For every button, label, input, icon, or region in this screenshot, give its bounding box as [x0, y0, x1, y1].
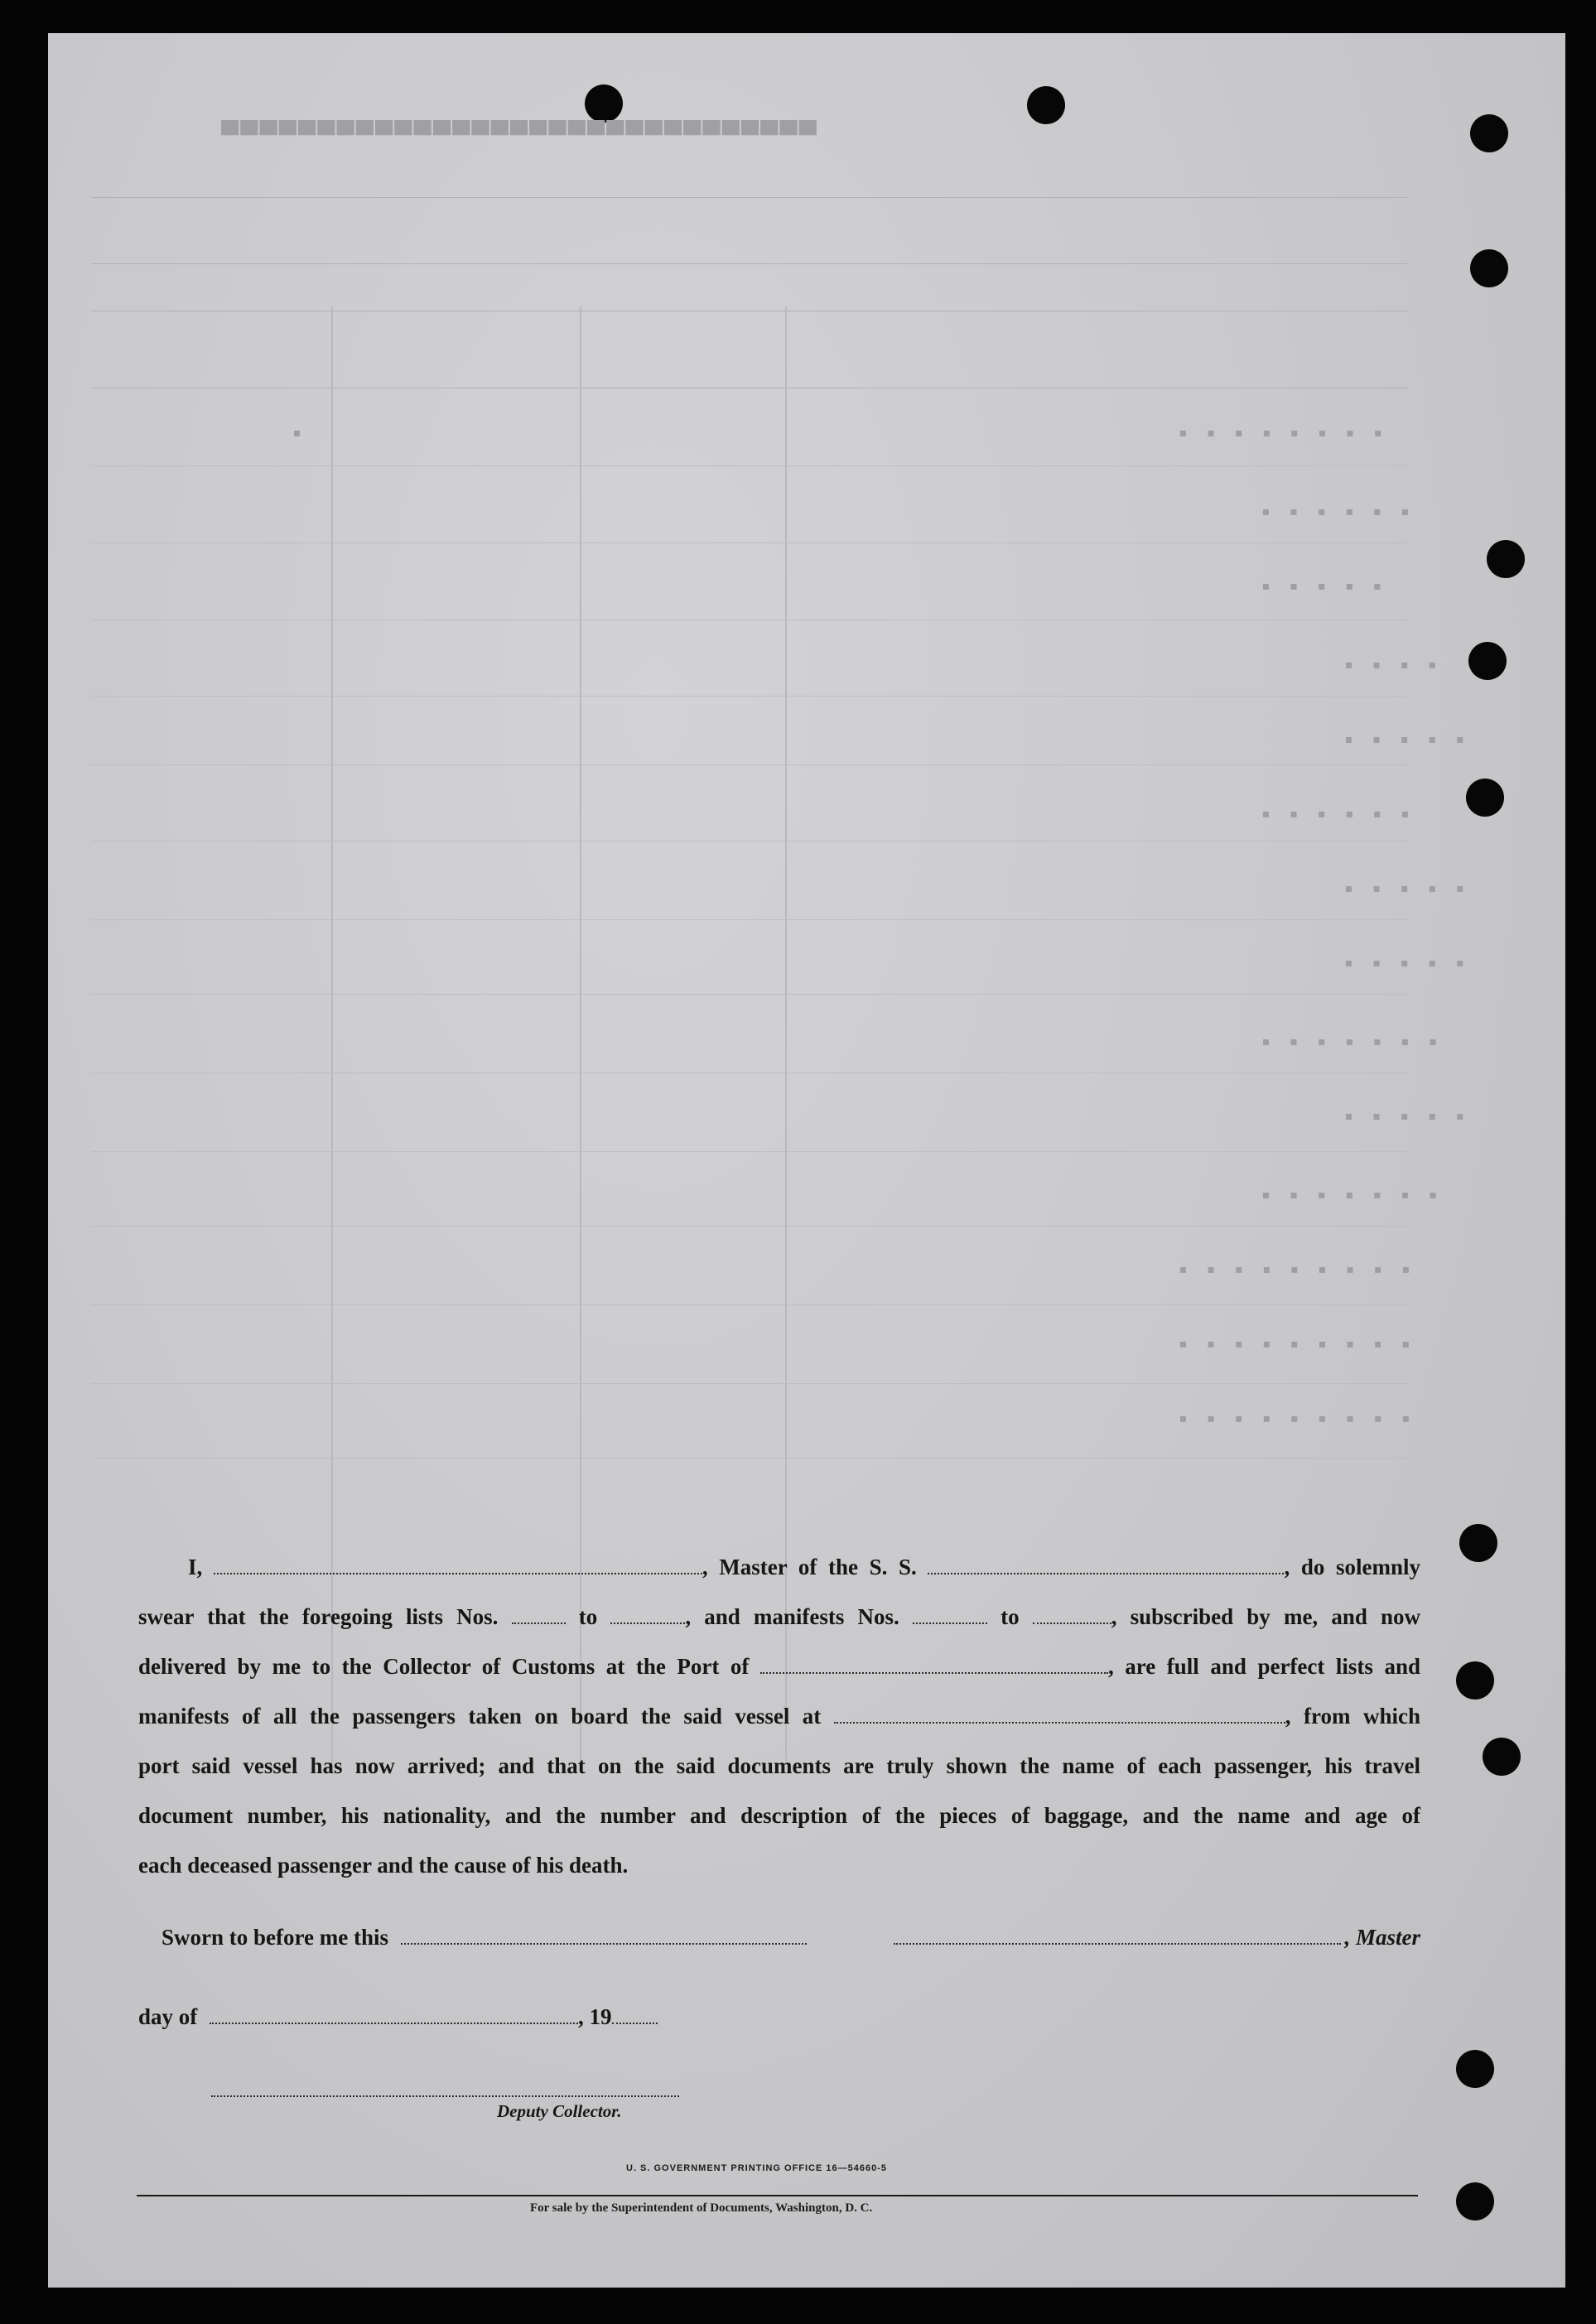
faint-bleed-row: ▪ ▪ ▪ ▪ ▪: [1342, 878, 1468, 904]
faint-bleed-row: ▪ ▪ ▪ ▪ ▪ ▪ ▪ ▪ ▪: [1176, 1408, 1413, 1434]
faint-row-rule: [91, 465, 1408, 466]
deputy-collector-label: Deputy Collector.: [497, 2101, 622, 2121]
day-line: [138, 2004, 658, 2030]
faint-bleed-row: ▪ ▪ ▪ ▪ ▪: [1259, 576, 1385, 601]
faint-bleed-row: ▪ ▪ ▪ ▪ ▪ ▪: [1259, 803, 1412, 829]
faint-row-rule: [91, 1304, 1408, 1305]
oath-line-6: document number, his nationality, and the number and description of the pieces of baggage, and the name and age of: [138, 1803, 1420, 1828]
faint-bleed-row: ▪ ▪ ▪ ▪: [1342, 654, 1439, 680]
oath-line-4: [138, 1691, 1420, 1741]
faint-row-rule: [91, 919, 1408, 920]
punch-hole: [1483, 1738, 1521, 1776]
day-label: day of: [138, 2004, 198, 2029]
faint-bleed-through-header: ▀▀▀▀▀▀▀▀▀▀▀▀▀▀▀▀▀▀▀▀▀▀▀▀▀▀▀▀▀▀▀: [219, 107, 817, 134]
faint-row-rule: [91, 764, 1408, 765]
punch-hole: [1456, 2182, 1494, 2220]
oath-line-2: [138, 1592, 1420, 1642]
blank-day-month: [210, 2008, 578, 2024]
faint-bleed-row: ▪ ▪ ▪ ▪ ▪: [1342, 729, 1468, 755]
faint-row-rule: [91, 1151, 1408, 1152]
oath-text: to: [578, 1604, 598, 1629]
punch-hole: [1470, 114, 1508, 152]
punch-hole: [1027, 86, 1065, 124]
faint-bleed-row: ▪ ▪ ▪ ▪ ▪ ▪ ▪: [1259, 1031, 1440, 1057]
punch-hole: [1468, 642, 1507, 680]
blank-manifest-to: [1033, 1608, 1111, 1624]
faint-bleed-row: ▪ ▪ ▪ ▪ ▪: [1342, 1106, 1468, 1131]
printing-office-imprint: U. S. GOVERNMENT PRINTING OFFICE 16—54660-5: [626, 2163, 888, 2173]
year-label: , 19: [578, 2004, 612, 2029]
blank-port-of-arrival: [760, 1657, 1108, 1674]
oath-text: to: [1001, 1604, 1020, 1629]
punch-hole: [1459, 1524, 1497, 1562]
sworn-label: Sworn to before me this: [162, 1925, 388, 1950]
faint-bleed-row: ▪ ▪ ▪ ▪ ▪ ▪ ▪ ▪ ▪: [1176, 1333, 1413, 1359]
faint-row-rule: [91, 1383, 1408, 1384]
faint-bleed-row: ▪ ▪ ▪ ▪ ▪ ▪ ▪ ▪ ▪: [1176, 1259, 1413, 1285]
faint-header-line: [91, 197, 1408, 198]
oath-text: , are full and perfect lists and: [1107, 1654, 1421, 1679]
sworn-line: [162, 1925, 1420, 1950]
oath-text: swear that the foregoing lists Nos.: [138, 1604, 499, 1629]
for-sale-note: For sale by the Superintendent of Documents, Washington, D. C.: [530, 2201, 873, 2215]
blank-vessel-name: [928, 1558, 1284, 1574]
blank-list-from: [512, 1608, 566, 1624]
oath-line-5: port said vessel has now arrived; and that on the said documents are truly shown the name of each passenger, his travel: [138, 1753, 1420, 1778]
master-signature-field: [894, 1925, 1420, 1950]
oath-text: I,: [188, 1555, 203, 1579]
blank-manifest-from: [913, 1608, 987, 1624]
oath-line-7: each deceased passenger and the cause of his death.: [138, 1853, 629, 1878]
faint-row-rule: [91, 994, 1408, 995]
footer-rule: [137, 2195, 1418, 2196]
punch-hole: [1466, 779, 1504, 817]
oath-line-1: [138, 1542, 1420, 1592]
master-label: , Master: [1344, 1925, 1420, 1950]
master-oath: [138, 1542, 1420, 1890]
blank-sworn-date: [401, 1928, 807, 1945]
faint-row-rule: [91, 1458, 1408, 1459]
oath-line-3: [138, 1642, 1420, 1691]
blank-master-name: [214, 1558, 702, 1574]
faint-bleed-row: ▪ ▪ ▪ ▪ ▪: [1342, 952, 1468, 978]
blank-list-to: [610, 1608, 685, 1624]
faint-row-rule: [91, 1226, 1408, 1227]
deputy-signature-line: [211, 2095, 679, 2097]
oath-text: delivered by me to the Collector of Customs at the Port of: [138, 1654, 750, 1679]
faint-row-rule: [91, 696, 1408, 697]
blank-port-of-embarkation: [834, 1707, 1285, 1724]
oath-text: , subscribed by me, and now: [1111, 1604, 1421, 1629]
punch-hole: [1487, 540, 1525, 578]
oath-text: , and manifests Nos.: [685, 1604, 899, 1629]
oath-text: , Master of the S. S.: [702, 1555, 917, 1579]
punch-hole: [1456, 1661, 1494, 1700]
faint-bleed-row: ▪ ▪ ▪ ▪ ▪ ▪ ▪ ▪ ▪: [290, 422, 1386, 448]
oath-text: , do solemnly: [1284, 1555, 1420, 1579]
punch-hole: [1456, 2050, 1494, 2088]
blank-year: [612, 2008, 658, 2024]
punch-hole: [1470, 249, 1508, 287]
oath-text: manifests of all the passengers taken on board the said vessel at: [138, 1704, 822, 1729]
oath-text: , from which: [1285, 1704, 1421, 1729]
blank-master-signature: [894, 1928, 1341, 1945]
faint-header-line: [91, 263, 1408, 264]
faint-bleed-row: ▪ ▪ ▪ ▪ ▪ ▪ ▪: [1259, 1184, 1440, 1210]
faint-row-rule: [91, 542, 1408, 543]
faint-bleed-row: ▪ ▪ ▪ ▪ ▪ ▪: [1259, 501, 1412, 527]
